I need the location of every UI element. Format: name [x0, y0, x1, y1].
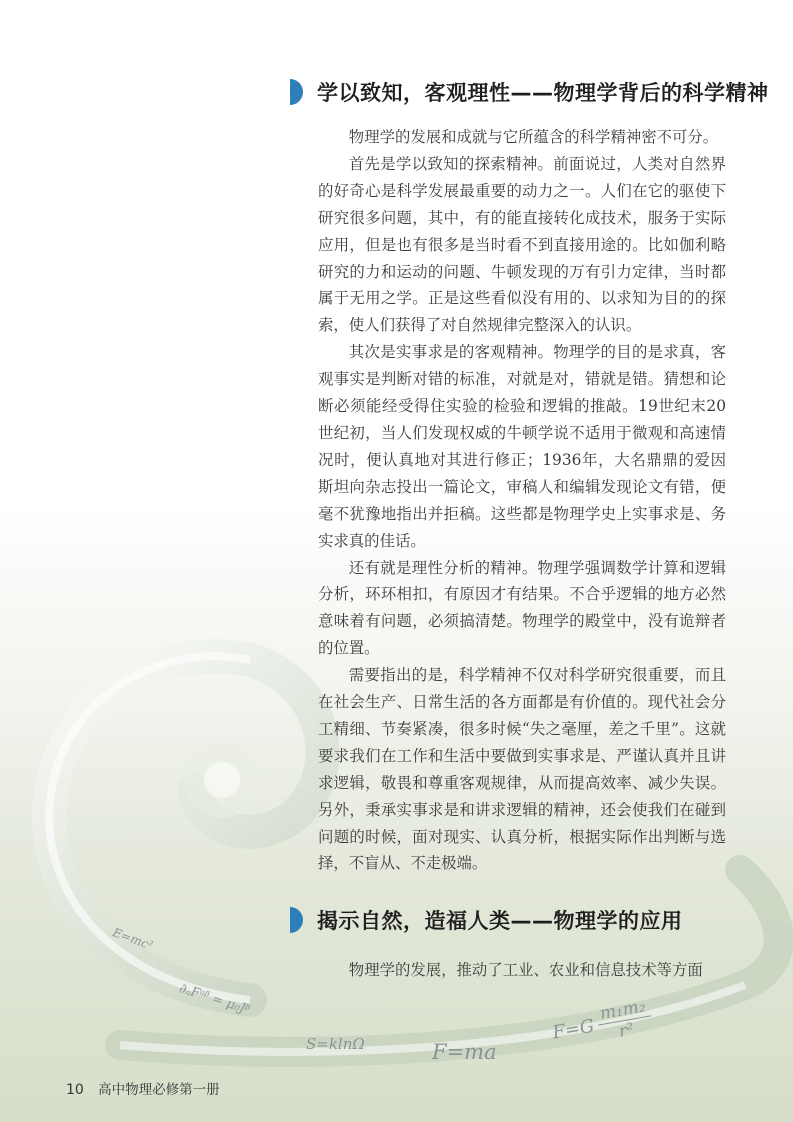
section-body	[318, 124, 726, 877]
formula-denominator: r²	[617, 1019, 636, 1042]
formula-numerator: m₁m₂	[594, 996, 651, 1026]
section-heading	[290, 74, 769, 110]
page-number: 10	[66, 1082, 84, 1098]
paragraph: 需要指出的是，科学精神不仅对科学研究很重要，而且在社会生产、日常生活的各方面都是有价值的。现代社会分工精细、节奏紧凑，很多时候“失之毫厘，差之千里”。这就要求我们在工作和生活中要做到实事求是、严谨认真并且讲求逻辑，敬畏和尊重客观规律，从而提高效率、减少失误。另外，秉承实事求是和讲求逻辑的精神，还会使我们在碰到问题的时候，面对现实、认真分析，根据实际作出判断与选择，不盲从、不走极端。	[318, 666, 726, 873]
section-heading	[290, 902, 683, 938]
heading-marker	[290, 907, 303, 933]
paragraph: 还有就是理性分析的精神。物理学强调数学计算和逻辑分析，环环相扣，有原因才有结果。不合乎逻辑的地方必然意味着有问题，必须搞清楚。物理学的殿堂中，没有诡辩者的位置。	[318, 558, 726, 658]
formula-newton-second-law: F=ma	[432, 1040, 497, 1064]
formula-entropy: S=klnΩ	[306, 1035, 365, 1053]
section-title: 学以致知，客观理性——物理学背后的科学精神	[317, 81, 769, 105]
paragraph: 首先是学以致知的探索精神。前面说过，人类对自然界的好奇心是科学发展最重要的动力之一。人们在它的驱使下研究很多问题，其中，有的能直接转化成技术，服务于实际应用，但是也有很多是当时看不到直接用途的。比如伽利略研究的力和运动的问题、牛顿发现的万有引力定律，当时都属于无用之学。正是这些看似没有用的、以求知为目的的探索，使人们获得了对自然规律完整深入的认识。	[318, 154, 726, 335]
formula-mass-energy: E=mc²	[110, 925, 155, 953]
page-footer	[66, 1078, 220, 1098]
formula-prefix: F=G	[550, 1015, 596, 1044]
paragraph: 其次是实事求是的客观精神。物理学的目的是求真，客观事实是判断对错的标准，对就是对，错就是错。猜想和论断必须能经受得住实验的检验和逻辑的推敲。19世纪末20世纪初，当人们发现权威的牛顿学说不适用于微观和高速情况时，便认真地对其进行修正；1936年，大名鼎鼎的爱因斯坦向杂志投出一篇论文，审稿人和编辑发现论文有错，便毫不犹豫地指出并拒稿。这些都是物理学史上实事求是、务实求真的佳话。	[318, 343, 726, 550]
paragraph: 物理学的发展和成就与它所蕴含的科学精神密不可分。	[348, 128, 719, 146]
heading-marker	[290, 79, 303, 105]
section-title: 揭示自然，造福人类——物理学的应用	[317, 909, 683, 933]
formula-maxwell: ∂ₐFᵃᵝ = μ₀Jᵝ	[177, 981, 252, 1018]
section-body	[318, 957, 726, 984]
paragraph: 物理学的发展，推动了工业、农业和信息技术等方面	[348, 961, 703, 979]
book-title: 高中物理必修第一册	[98, 1082, 220, 1098]
